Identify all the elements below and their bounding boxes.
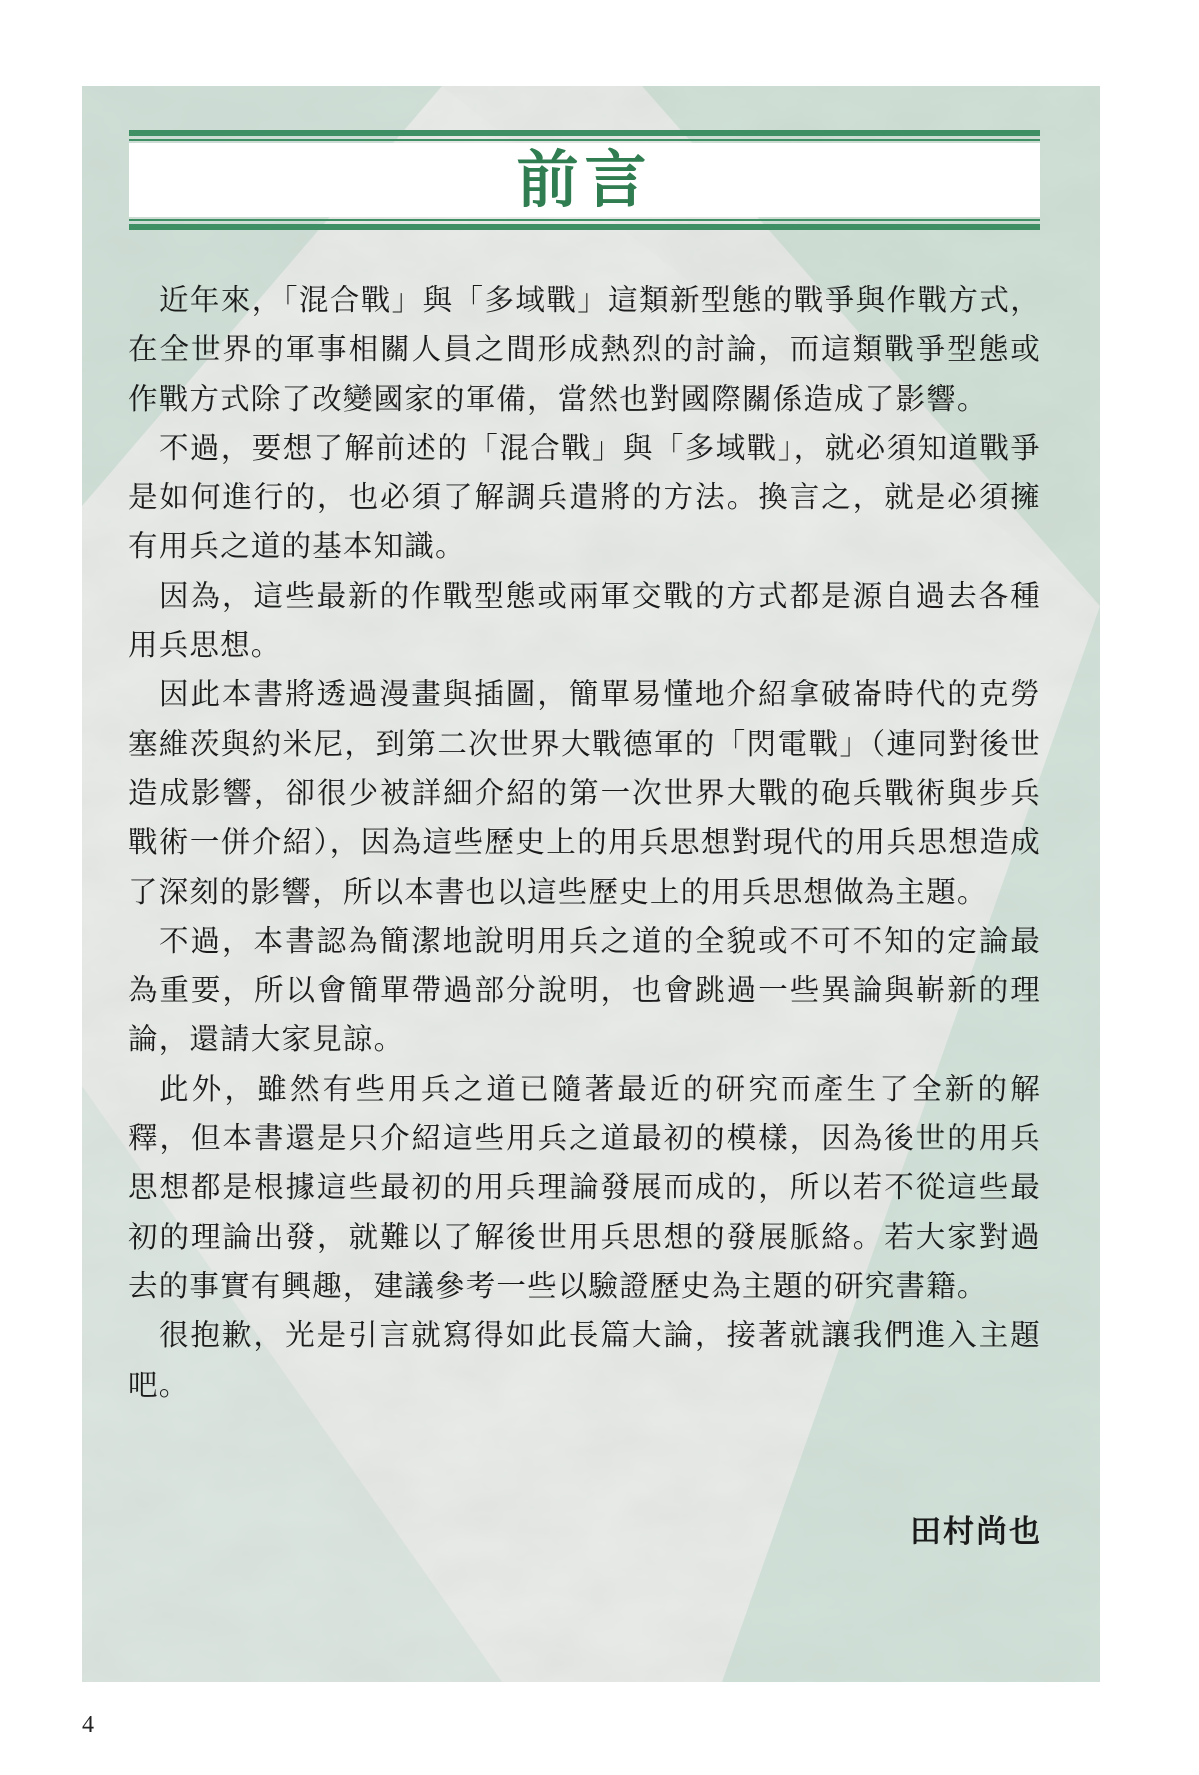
title-rule-bottom bbox=[129, 224, 1040, 230]
title-rule-top bbox=[129, 130, 1040, 136]
page-panel bbox=[82, 86, 1100, 1682]
page-number: 4 bbox=[82, 1712, 94, 1738]
author-signature: 田村尚也 bbox=[910, 1514, 1042, 1550]
preface-body bbox=[128, 276, 1041, 1410]
paragraph: 不過，本書認為簡潔地說明用兵之道的全貌或不可不知的定論最為重要，所以會簡單帶過部分說明，也會跳過一些異論與嶄新的理論，還請大家見諒。 bbox=[128, 923, 1041, 1057]
title-banner bbox=[129, 130, 1040, 230]
title-rule-top-thin bbox=[129, 139, 1040, 141]
paragraph: 因為，這些最新的作戰型態或兩軍交戰的方式都是源自過去各種用兵思想。 bbox=[128, 578, 1041, 663]
paragraph: 近年來，「混合戰」與「多域戰」這類新型態的戰爭與作戰方式，在全世界的軍事相關人員之間形成熱烈的討論，而這類戰爭型態或作戰方式除了改變國家的軍備，當然也對國際關係造成了影響。 bbox=[128, 283, 1041, 416]
paragraph: 很抱歉，光是引言就寫得如此長篇大論，接著就讓我們進入主題吧。 bbox=[128, 1318, 1041, 1402]
paragraph: 不過，要想了解前述的「混合戰」與「多域戰」，就必須知道戰爭是如何進行的，也必須了解調兵遣將的方法。換言之，就是必須擁有用兵之道的基本知識。 bbox=[128, 430, 1041, 564]
paragraph: 此外，雖然有些用兵之道已隨著最近的研究而產生了全新的解釋，但本書還是只介紹這些用兵之道最初的模樣，因為後世的用兵思想都是根據這些最初的用兵理論發展而成的，所以若不從這些最初的理論出發，就難以了解後世用兵思想的發展脈絡。若大家對過去的事實有興趣，建議參考一些以驗證歷史為主題的研究書籍。 bbox=[128, 1071, 1041, 1303]
page-title: 前言 bbox=[516, 143, 653, 216]
title-rule-bottom-thin bbox=[129, 219, 1040, 221]
paragraph: 因此本書將透過漫畫與插圖，簡單易懂地介紹拿破崙時代的克勞塞維茨與約米尼，到第二次世界大戰德軍的「閃電戰」（連同對後世造成影響，卻很少被詳細介紹的第一次世界大戰的砲兵戰術與步兵戰術一併介紹），因為這些歷史上的用兵思想對現代的用兵思想造成了深刻的影響，所以本書也以這些歷史上的用兵思想做為主題。 bbox=[128, 677, 1041, 909]
